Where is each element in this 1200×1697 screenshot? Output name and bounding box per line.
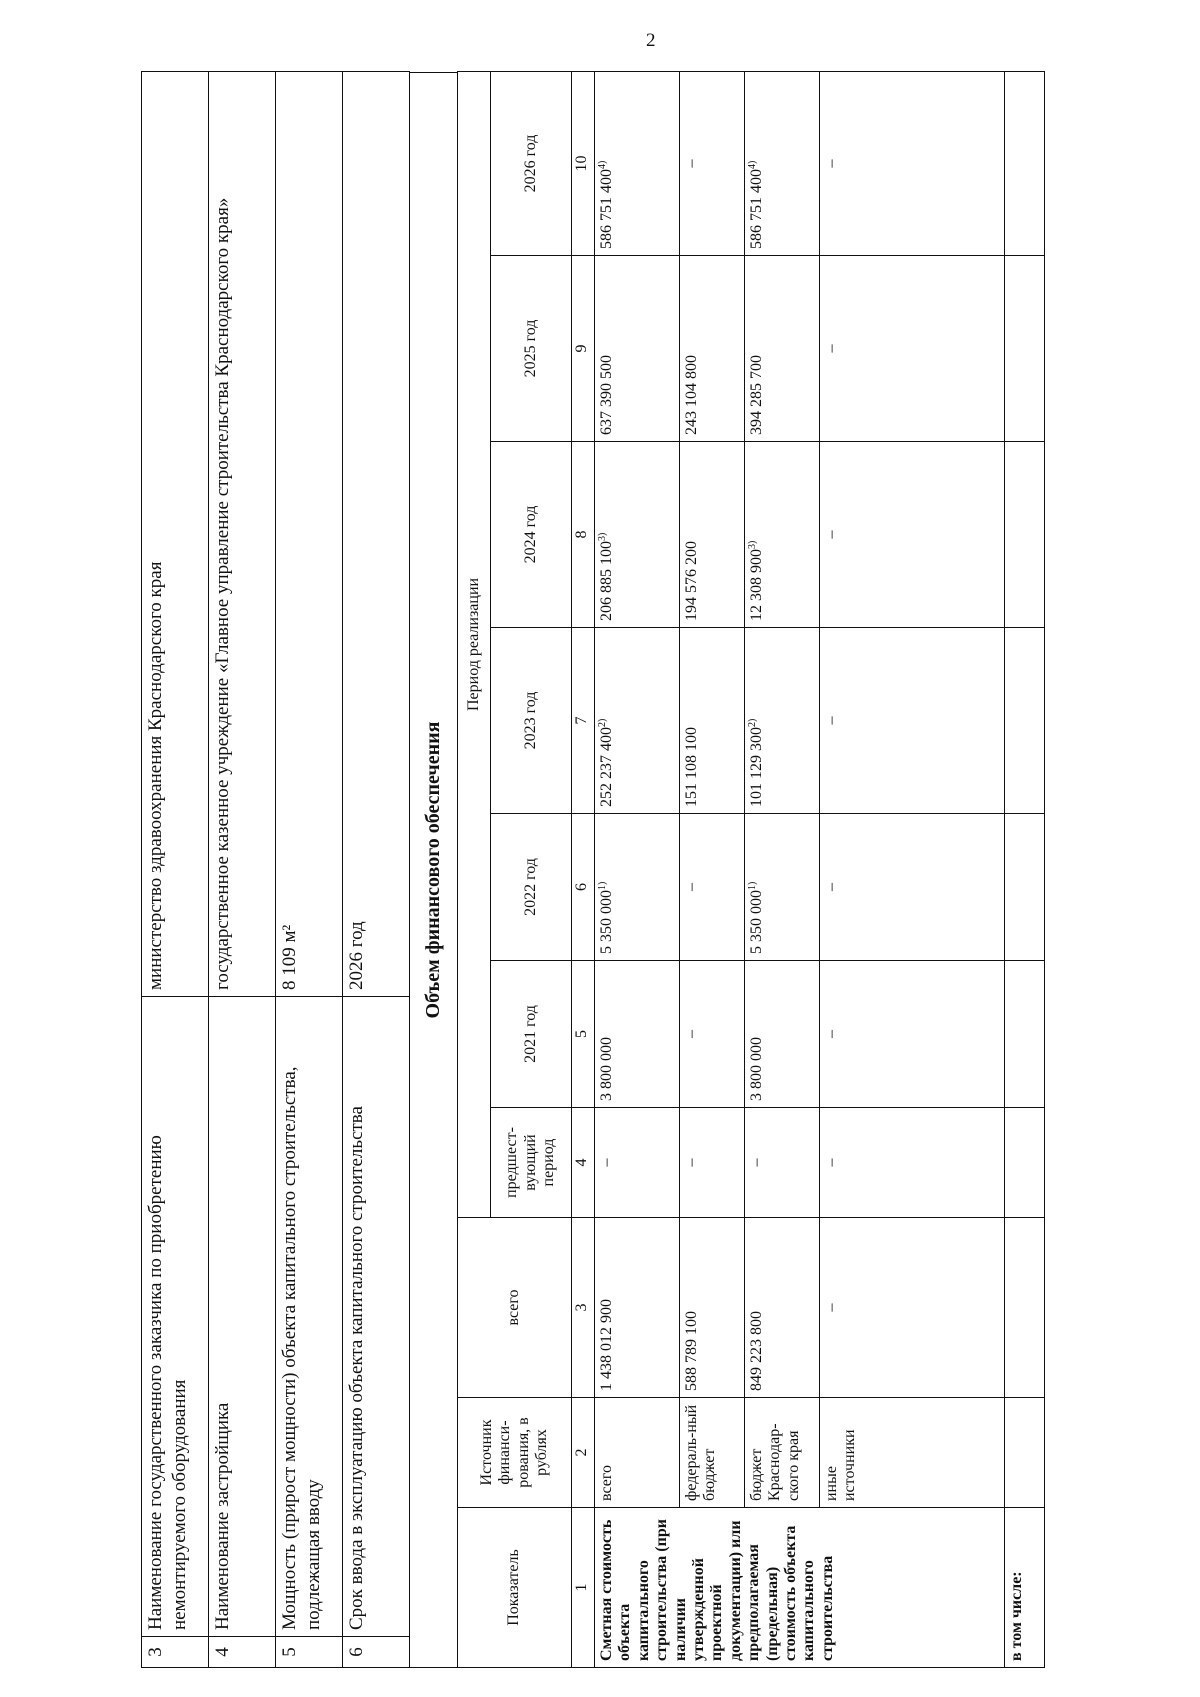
column-index: 4 (572, 1108, 595, 1218)
table-row (820, 71, 1005, 1667)
row-label: Мощность (прирост мощности) объекта капитального строительства, подлежащая вводу (276, 997, 343, 1637)
footnote-mark: 2) (747, 718, 758, 727)
table-row (595, 71, 680, 1667)
header-year: 2025 год (491, 256, 572, 442)
column-index-row (572, 71, 595, 1667)
row-value: государственное казенное учреждение «Главное управление строительства Краснодарского края» (209, 72, 276, 997)
value-cell: – (680, 961, 745, 1108)
empty-cell (1005, 628, 1045, 814)
value-cell: 3 800 000 (595, 961, 680, 1108)
object-info-table (141, 71, 410, 1668)
header-source: Источник финанси-рования, в рублях (458, 1398, 572, 1508)
value-cell: – (680, 814, 745, 961)
value-cell: – (820, 1218, 1005, 1398)
empty-cell (1005, 256, 1045, 442)
row-value: министерство здравоохранения Краснодарского края (142, 72, 209, 997)
info-row (142, 72, 209, 1668)
footnote-mark: 1) (597, 881, 608, 890)
value-cell: 588 789 100 (680, 1218, 745, 1398)
column-index: 10 (572, 71, 595, 255)
table-row (745, 71, 820, 1667)
value-cell: 194 576 200 (680, 442, 745, 628)
source-cell: всего (595, 1398, 680, 1508)
info-row (276, 72, 343, 1668)
source-cell: бюджет Краснодар-ского края (745, 1398, 820, 1508)
rotated-document-content (141, 72, 1086, 1668)
table-row (680, 71, 745, 1667)
column-index: 8 (572, 442, 595, 628)
header-row (458, 71, 491, 1667)
value-cell: – (820, 961, 1005, 1108)
value-cell: – (820, 71, 1005, 255)
column-index: 6 (572, 814, 595, 961)
source-cell: иные источники (820, 1398, 1005, 1508)
value-cell: 637 390 500 (595, 256, 680, 442)
header-indicator: Показатель (458, 1508, 572, 1668)
header-year: 2021 год (491, 961, 572, 1108)
section-title: Объем финансового обеспечения (410, 72, 457, 1668)
value-cell: 849 223 800 (745, 1218, 820, 1398)
column-index: 3 (572, 1218, 595, 1398)
value-cell: 5 350 000$^{1)}$ (595, 814, 680, 961)
empty-cell (1005, 814, 1045, 961)
value-cell: 252 237 400$^{2)}$ (595, 628, 680, 814)
value-cell: – (820, 256, 1005, 442)
empty-cell (1005, 71, 1045, 255)
value-cell: 586 751 400$^{4)}$ (595, 71, 680, 255)
value-cell: 586 751 400$^{4)}$ (745, 71, 820, 255)
in-that-number-cell: в том числе: (1005, 1508, 1045, 1668)
column-index: 1 (572, 1508, 595, 1668)
page-number: 2 (646, 30, 656, 51)
value-cell: 5 350 000$^{1)}$ (745, 814, 820, 961)
header-period: Период реализации (458, 71, 491, 1217)
column-index: 5 (572, 961, 595, 1108)
value-cell: – (680, 71, 745, 255)
row-label: Наименование застройщика (209, 997, 276, 1637)
header-year: 2024 год (491, 442, 572, 628)
footnote-mark: 3) (747, 540, 758, 549)
value-cell: – (820, 442, 1005, 628)
value-cell: – (680, 1108, 745, 1218)
value-cell: – (820, 628, 1005, 814)
empty-cell (1005, 442, 1045, 628)
value-cell: 3 800 000 (745, 961, 820, 1108)
source-cell: федераль-ный бюджет (680, 1398, 745, 1508)
header-year: 2023 год (491, 628, 572, 814)
header-previous-period: предшест-вующий период (491, 1108, 572, 1218)
footnote-mark: 1) (747, 881, 758, 890)
row-label: Наименование государственного заказчика по приобретению немонтируемого оборудования (142, 997, 209, 1637)
empty-cell (1005, 1108, 1045, 1218)
footnote-mark: 2) (597, 718, 608, 727)
value-cell: – (745, 1108, 820, 1218)
financing-table (457, 71, 1045, 1668)
indicator-cell: Сметная стоимость объекта капитального строительства (при наличии утвержденной проектной документации) или предполагаемая (предельная) стоимость объекта капитального строительства (595, 1508, 1005, 1668)
empty-cell (1005, 961, 1045, 1108)
column-index: 7 (572, 628, 595, 814)
empty-cell (1005, 1398, 1045, 1508)
footnote-mark: 4) (747, 160, 758, 169)
value-cell: – (820, 1108, 1005, 1218)
value-cell: – (595, 1108, 680, 1218)
value-cell: 206 885 100$^{3)}$ (595, 442, 680, 628)
header-year: 2022 год (491, 814, 572, 961)
value-cell: 12 308 900$^{3)}$ (745, 442, 820, 628)
row-value: 8 109 м² (276, 72, 343, 997)
row-number: 4 (209, 1637, 276, 1668)
footnote-mark: 4) (597, 160, 608, 169)
column-index: 9 (572, 256, 595, 442)
row-number: 3 (142, 1637, 209, 1668)
value-cell: – (820, 814, 1005, 961)
info-row (209, 72, 276, 1668)
row-value: 2026 год (343, 72, 410, 997)
table-row (1005, 71, 1045, 1667)
row-label: Срок ввода в эксплуатацию объекта капитального строительства (343, 997, 410, 1637)
header-total: всего (458, 1218, 572, 1398)
value-cell: 394 285 700 (745, 256, 820, 442)
row-number: 6 (343, 1637, 410, 1668)
info-row (343, 72, 410, 1668)
value-cell: 1 438 012 900 (595, 1218, 680, 1398)
header-year: 2026 год (491, 71, 572, 255)
value-cell: 151 108 100 (680, 628, 745, 814)
row-number: 5 (276, 1637, 343, 1668)
empty-cell (1005, 1218, 1045, 1398)
value-cell: 243 104 800 (680, 256, 745, 442)
value-cell: 101 129 300$^{2)}$ (745, 628, 820, 814)
column-index: 2 (572, 1398, 595, 1508)
footnote-mark: 3) (597, 532, 608, 541)
